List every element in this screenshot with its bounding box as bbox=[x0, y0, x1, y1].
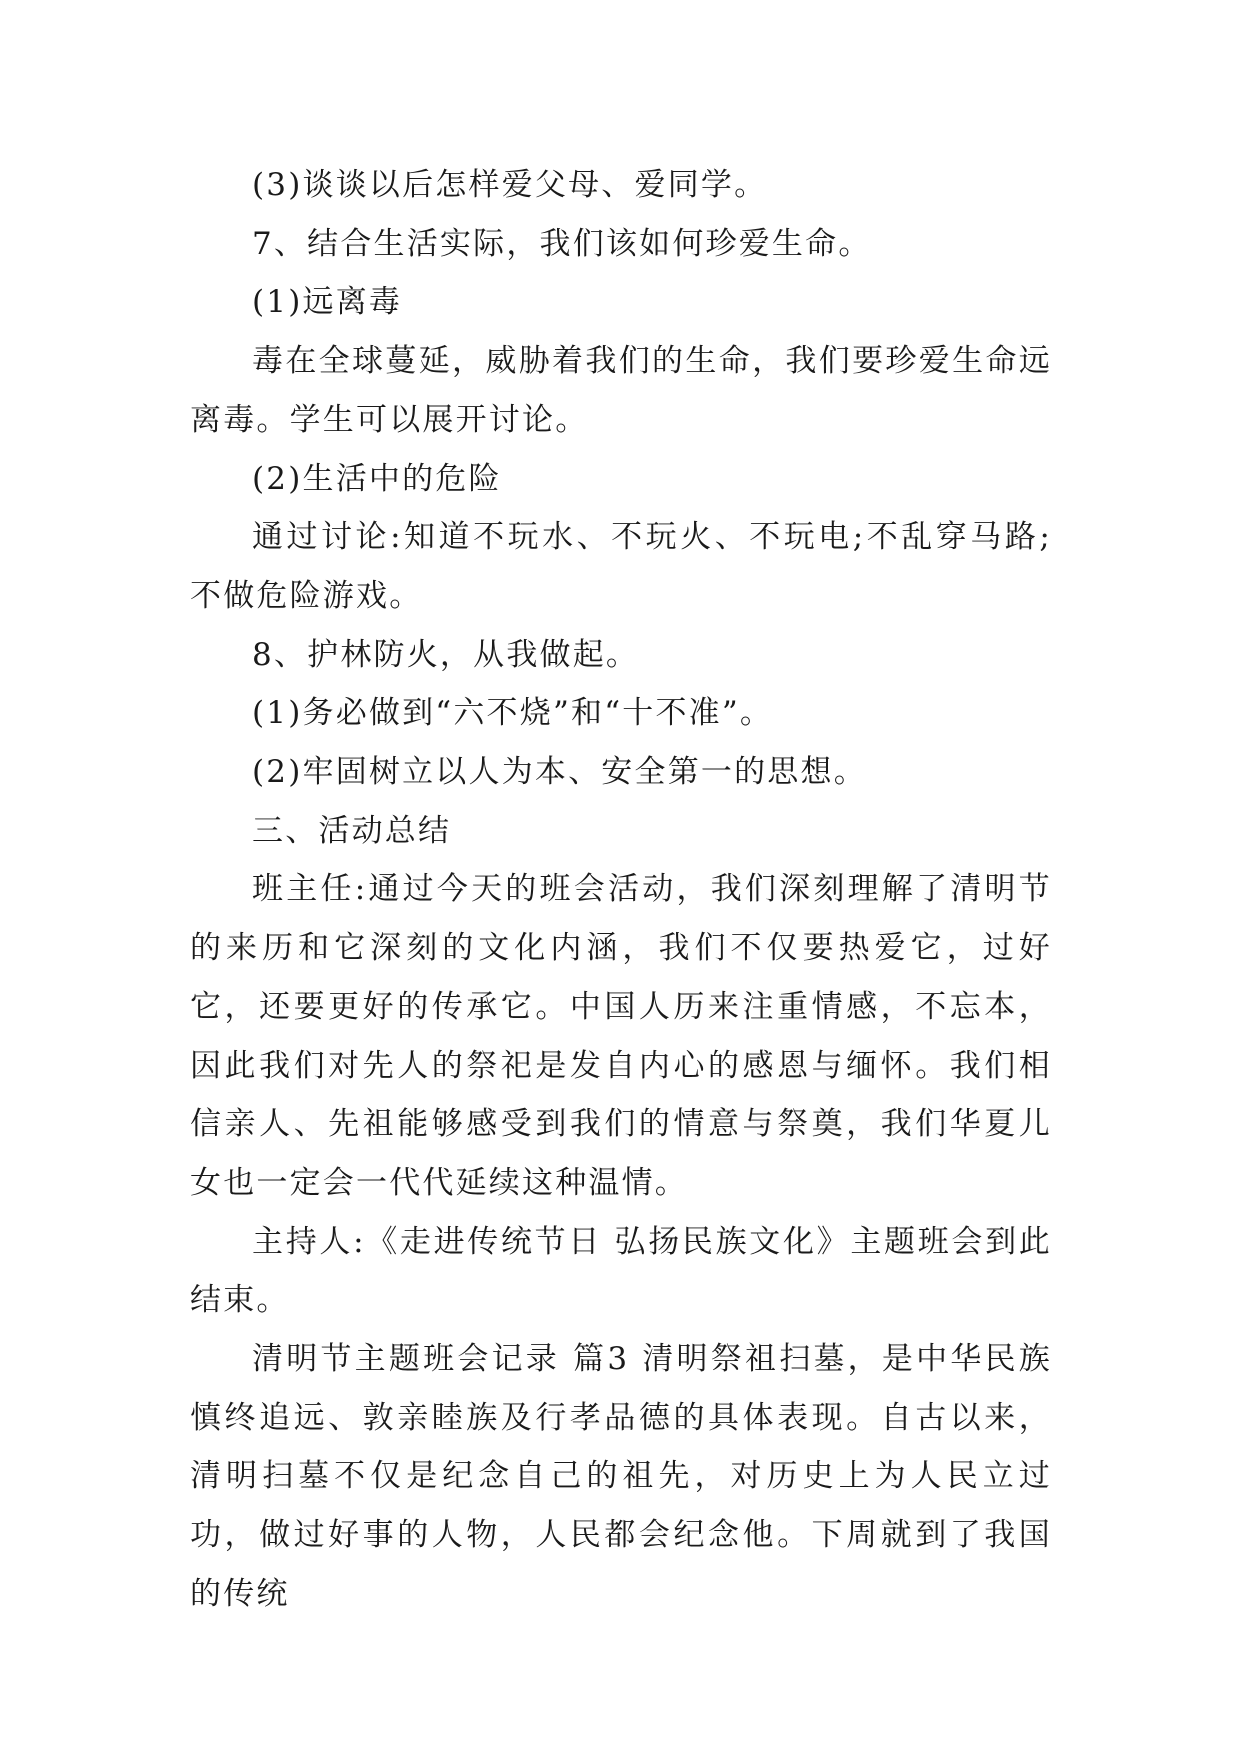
paragraph-cherish-life: 7、结合生活实际，我们该如何珍爱生命。 bbox=[252, 225, 872, 262]
paragraph-danger-body: 通过讨论:知道不玩水、不玩火、不玩电;不乱穿马路;不做危险游戏。 bbox=[190, 519, 1052, 614]
paragraph-host-closing: 主持人:《走进传统节日 弘扬民族文化》主题班会到此结束。 bbox=[190, 1223, 1052, 1319]
paragraph-danger-heading: (2)生活中的危险 bbox=[252, 460, 502, 497]
paragraph-part3-intro: 清明节主题班会记录 篇3 清明祭祖扫墓，是中华民族慎终追远、敦亲睦族及行孝品德的具体表现。自古以来，清明扫墓不仅是纪念自己的祖先，对历史上为人民立过功，做过好事的人物，人民都会纪念他。下周就到了我国的传统 bbox=[190, 1341, 1052, 1612]
paragraph-teacher-summary: 班主任:通过今天的班会活动，我们深刻理解了清明节的来历和它深刻的文化内涵，我们不仅要热爱它，过好它，还要更好的传承它。中国人历来注重情感，不忘本，因此我们对先人的祭祀是发自内心的感恩与缅怀。我们相信亲人、先祖能够感受到我们的情意与祭奠，我们华夏儿女也一定会一代代延续这种温情。 bbox=[190, 871, 1052, 1201]
document-body bbox=[190, 156, 1052, 1624]
paragraph-safety-first: (2)牢固树立以人为本、安全第一的思想。 bbox=[252, 754, 867, 791]
paragraph-stay-away-heading: (1)远离毒 bbox=[252, 284, 403, 321]
paragraph-six-ten-rules: (1)务必做到“六不烧”和“十不准”。 bbox=[252, 695, 774, 732]
paragraph-love-parents: (3)谈谈以后怎样爱父母、爱同学。 bbox=[252, 167, 768, 203]
section-heading-summary: 三、活动总结 bbox=[252, 812, 452, 849]
paragraph-fire-prevention: 8、护林防火，从我做起。 bbox=[252, 636, 640, 673]
paragraph-stay-away-body: 毒在全球蔓延，威胁着我们的生命，我们要珍爱生命远离毒。学生可以展开讨论。 bbox=[190, 343, 1052, 438]
